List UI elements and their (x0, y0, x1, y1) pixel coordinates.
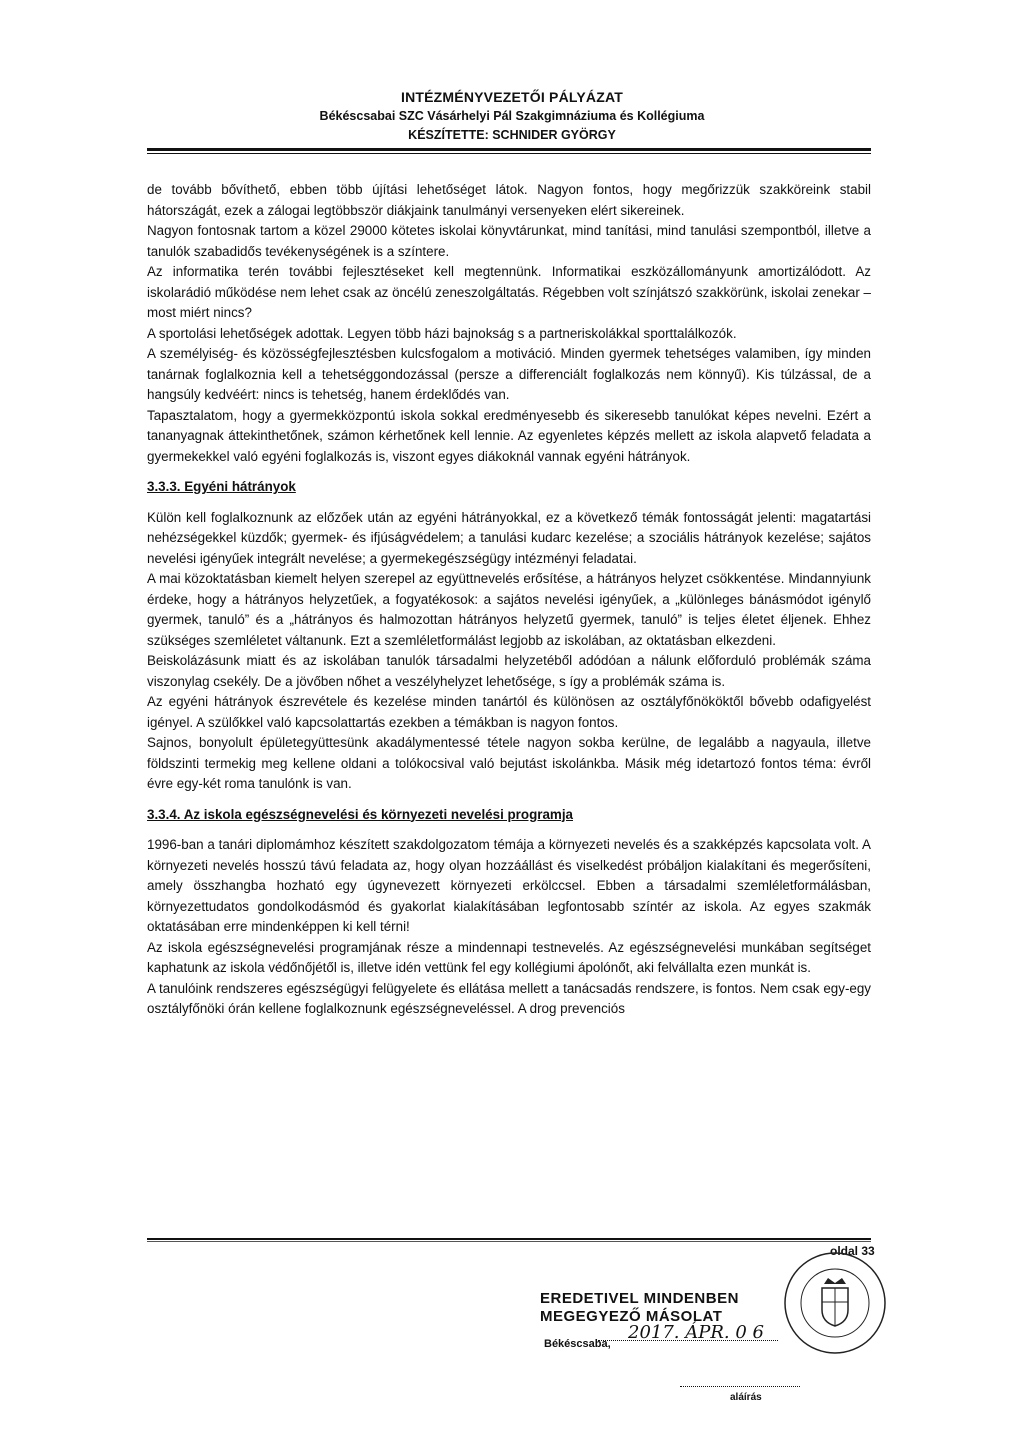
document-header (0, 88, 1024, 145)
header-rule (147, 148, 871, 151)
stamp-place: Békéscsaba, (544, 1338, 611, 1350)
author-line: KÉSZÍTETTE: SCHNIDER GYÖRGY (408, 128, 616, 142)
paragraph: Beiskolázásunk miatt és az iskolában tanulók társadalmi helyzetéből adódóan a nálunk előforduló problémák száma viszonylag csekély. De a jövőben nőhet a veszélyhelyzet lehetősége, s így a problémák száma is. (147, 653, 871, 689)
header-rule-thin (147, 153, 871, 154)
paragraph: Az egyéni hátrányok észrevétele és kezelése minden tanártól és különösen az osztályfőnököktől bővebb odafigyelést igényel. A szülőkkel való kapcsolattartás ezekben a témákban is nagyon fontos. (147, 694, 871, 730)
signature-line (680, 1386, 800, 1387)
paragraph: Sajnos, bonyolult épületegyüttesünk akadálymentessé tétele nagyon sokba kerülne, de legalább a nagyaula, illetve földszinti termekig meg kellene oldani a tolókocsival való bejutást iskolánkba. Másik még idetartozó fontos téma: évről évre egy-két roma tanulónk is van. (147, 735, 871, 791)
official-seal (782, 1250, 888, 1356)
footer-rule-thin (147, 1241, 871, 1242)
section-heading: 3.3.3. Egyéni hátrányok (147, 479, 296, 494)
signature-label: aláírás (730, 1392, 762, 1403)
paragraph: Az informatika terén további fejlesztéseket kell megtennünk. Informatikai eszközállományunk amortizálódott. Az iskolarádió működése nem lehet csak az öncélú zeneszolgáltatás. Régebben volt színjátszó szakkörünk, iskolai zenekar – most miért nincs? (147, 264, 871, 320)
paragraph: A mai közoktatásban kiemelt helyen szerepel az együttnevelés erősítése, a hátrányos helyzet csökkentése. Mindannyiunk érdeke, hogy a hátrányos helyzetűek, a fogyatékosok: a sajátos nevelési igényűek, a „különleges bánásmódot igénylő gyermek, tanuló” és a „hátrányos és halmozottan hátrányos helyzetű gyermek, tanuló” is teljes életet éljenek. Ehhez szükséges szemléletet váltanunk. Ezt a szemléletformálást legjobb az iskolában, az oktatásban elkezdeni. (147, 571, 871, 648)
paragraph: Külön kell foglalkoznunk az előzőek után az egyéni hátrányokkal, ez a következő témák fontosságát jelenti: magatartási nehézségekkel küzdők; gyermek- és ifjúságvédelem; a tanulási kudarc kezelése; a szociális hátrányok kezelése; sajátos nevelési igényűek integrált nevelése; a gyermekegészségügy intézményi feladatai. (147, 509, 871, 566)
paragraph: Az iskola egészségnevelési programjának része a mindennapi testnevelés. Az egészségnevelési munkában segítséget kaphatunk az iskola védőnőjétől is, illetve idén vettünk fel egy kollégiumi ápolónőt, aki felvállalta ezen munkát is. (147, 939, 871, 975)
footer-rule (147, 1238, 871, 1240)
school-name: Békéscsabai SZC Vásárhelyi Pál Szakgimnáziuma és Kollégiuma (319, 109, 705, 123)
stamp-line-2: MEGEGYEZŐ MÁSOLAT (540, 1308, 723, 1325)
paragraph: A tanulóink rendszeres egészségügyi felügyelete és ellátása mellett a tanácsadás rendszere, is fontos. Nem csak egy-egy osztályfőnöki órán kellene foglalkoznunk egészségneveléssel. A drog prevenciós (147, 980, 871, 1016)
document-title: INTÉZMÉNYVEZETŐI PÁLYÁZAT (400, 89, 623, 105)
section-heading: 3.3.4. Az iskola egészségnevelési és környezeti nevelési programja (147, 806, 573, 822)
document-body (147, 180, 871, 1020)
page-number: oldal 33 (830, 1244, 875, 1258)
paragraph: de tovább bővíthető, ebben több újítási lehetőséget látok. Nagyon fontos, hogy megőrizzük szakköreink stabil hátországát, ezek a zálogai legtöbbször diákjaink tanulmányi versenyeken elért sikereinek. (147, 182, 871, 218)
paragraph: A sportolási lehetőségek adottak. Legyen több házi bajnokság s a partneriskolákkal sporttalálkozók. (147, 325, 737, 341)
paragraph: Tapasztalatom, hogy a gyermekközpontú iskola sokkal eredményesebb és sikeresebb tanulókat képes nevelni. Ezért a tananyagnak áttekinthetőnek, számon kérhetőnek kell lennie. Az egyenletes képzés mellett az iskola alapvető feladata a gyermekekkel való egyéni foglalkozás is, viszont egyes diákoknál vannak egyéni hátrányok. (147, 407, 871, 464)
paragraph: A személyiség- és közösségfejlesztésben kulcsfogalom a motiváció. Minden gyermek tehetséges valamiben, így minden tanárnak foglalkoznia kell a tehetséggondozással (persze a differenciált foglalkozás nem könnyű). Kis túlzással, de a hangsúly kedvéért: nincs is tehetség, hanem érdeklődés van. (147, 346, 871, 402)
stamp-date: 2017. ÁPR. 0 6 (628, 1322, 764, 1343)
paragraph: Nagyon fontosnak tartom a közel 29000 kötetes iskolai könyvtárunkat, mind tanítási, mind tanulási szempontból, illetve a tanulók szabadidős tevékenységének is a színtere. (147, 223, 871, 259)
stamp-line-1: EREDETIVEL MINDENBEN (540, 1290, 739, 1307)
paragraph: 1996-ban a tanári diplomámhoz készített szakdolgozatom témája a környezeti nevelés és a szakképzés kapcsolata volt. A környezeti nevelés hosszú távú feladata az, hogy olyan hozzáállást és viselkedést próbáljon kialakítani és megerősíteni, amely összhangba hozható egy úgynevezett környezeti erkölccsel. Ebben a társadalmi szemléletformálásban, környezettudatos gondolkodásmód és gyakorlat kialakításában legfontosabb színtér az iskola. Az egyes szakmák oktatásában erre mindenképpen ki kell térni! (147, 837, 871, 934)
